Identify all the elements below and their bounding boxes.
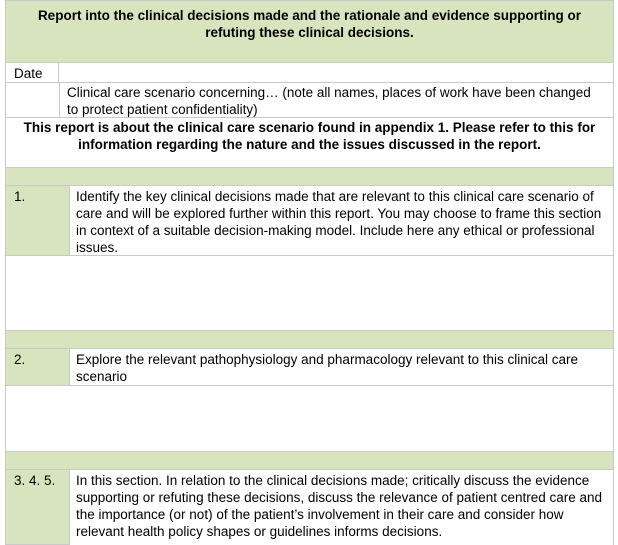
section-1-answer-area[interactable]: [5, 256, 614, 331]
scenario-note-cell: [59, 83, 614, 118]
report-title: Report into the clinical decisions made and the rationale and evidence supporting or refuting these clinical decisions.: [37, 8, 582, 40]
section-divider: [5, 452, 614, 470]
section-divider: [5, 168, 614, 186]
section-2-text: Explore the relevant pathophysiology and pharmacology relevant to this clinical care scenario: [76, 352, 579, 384]
section-2-text-cell: [69, 349, 614, 386]
scenario-note: Clinical care scenario concerning… (note all names, places of work have been changed to protect patient confidentiality): [67, 85, 591, 117]
report-title-cell: [5, 0, 614, 63]
section-1-text-cell: [69, 186, 614, 256]
section-2-number: 2.: [14, 352, 26, 367]
section-3-text-cell: [69, 470, 614, 545]
section-1-number-cell: [5, 186, 69, 256]
section-2-number-cell: [5, 349, 69, 386]
appendix-note: This report is about the clinical care scenario found in appendix 1. Please refer to this for information regarding the nature and the issues discussed in the report.: [23, 120, 596, 152]
date-label: Date: [14, 66, 43, 81]
section-1-text: Identify the key clinical decisions made that are relevant to this clinical care scenario of care and will be explored further within this report. You may choose to frame this section in context of a suitable decision-making model. Include here any ethical or professional issues.: [76, 189, 602, 255]
section-2-answer-area[interactable]: [5, 386, 614, 452]
section-divider: [5, 331, 614, 349]
section-3-number: 3. 4. 5.: [14, 473, 56, 488]
date-label-cell: [5, 63, 59, 83]
section-3-text: In this section. In relation to the clinical decisions made; critically discuss the evidence supporting or refuting these decisions, discuss the relevance of patient centred care and the importance (or not) of the patient’s involvement in their care and consider how relevant health policy shapes or guidelines informs decisions.: [76, 473, 603, 539]
scenario-spacer-cell: [5, 83, 59, 118]
date-value-cell[interactable]: [59, 63, 614, 83]
section-1-number: 1.: [14, 189, 26, 204]
section-3-number-cell: [5, 470, 69, 545]
appendix-note-cell: [5, 118, 614, 168]
